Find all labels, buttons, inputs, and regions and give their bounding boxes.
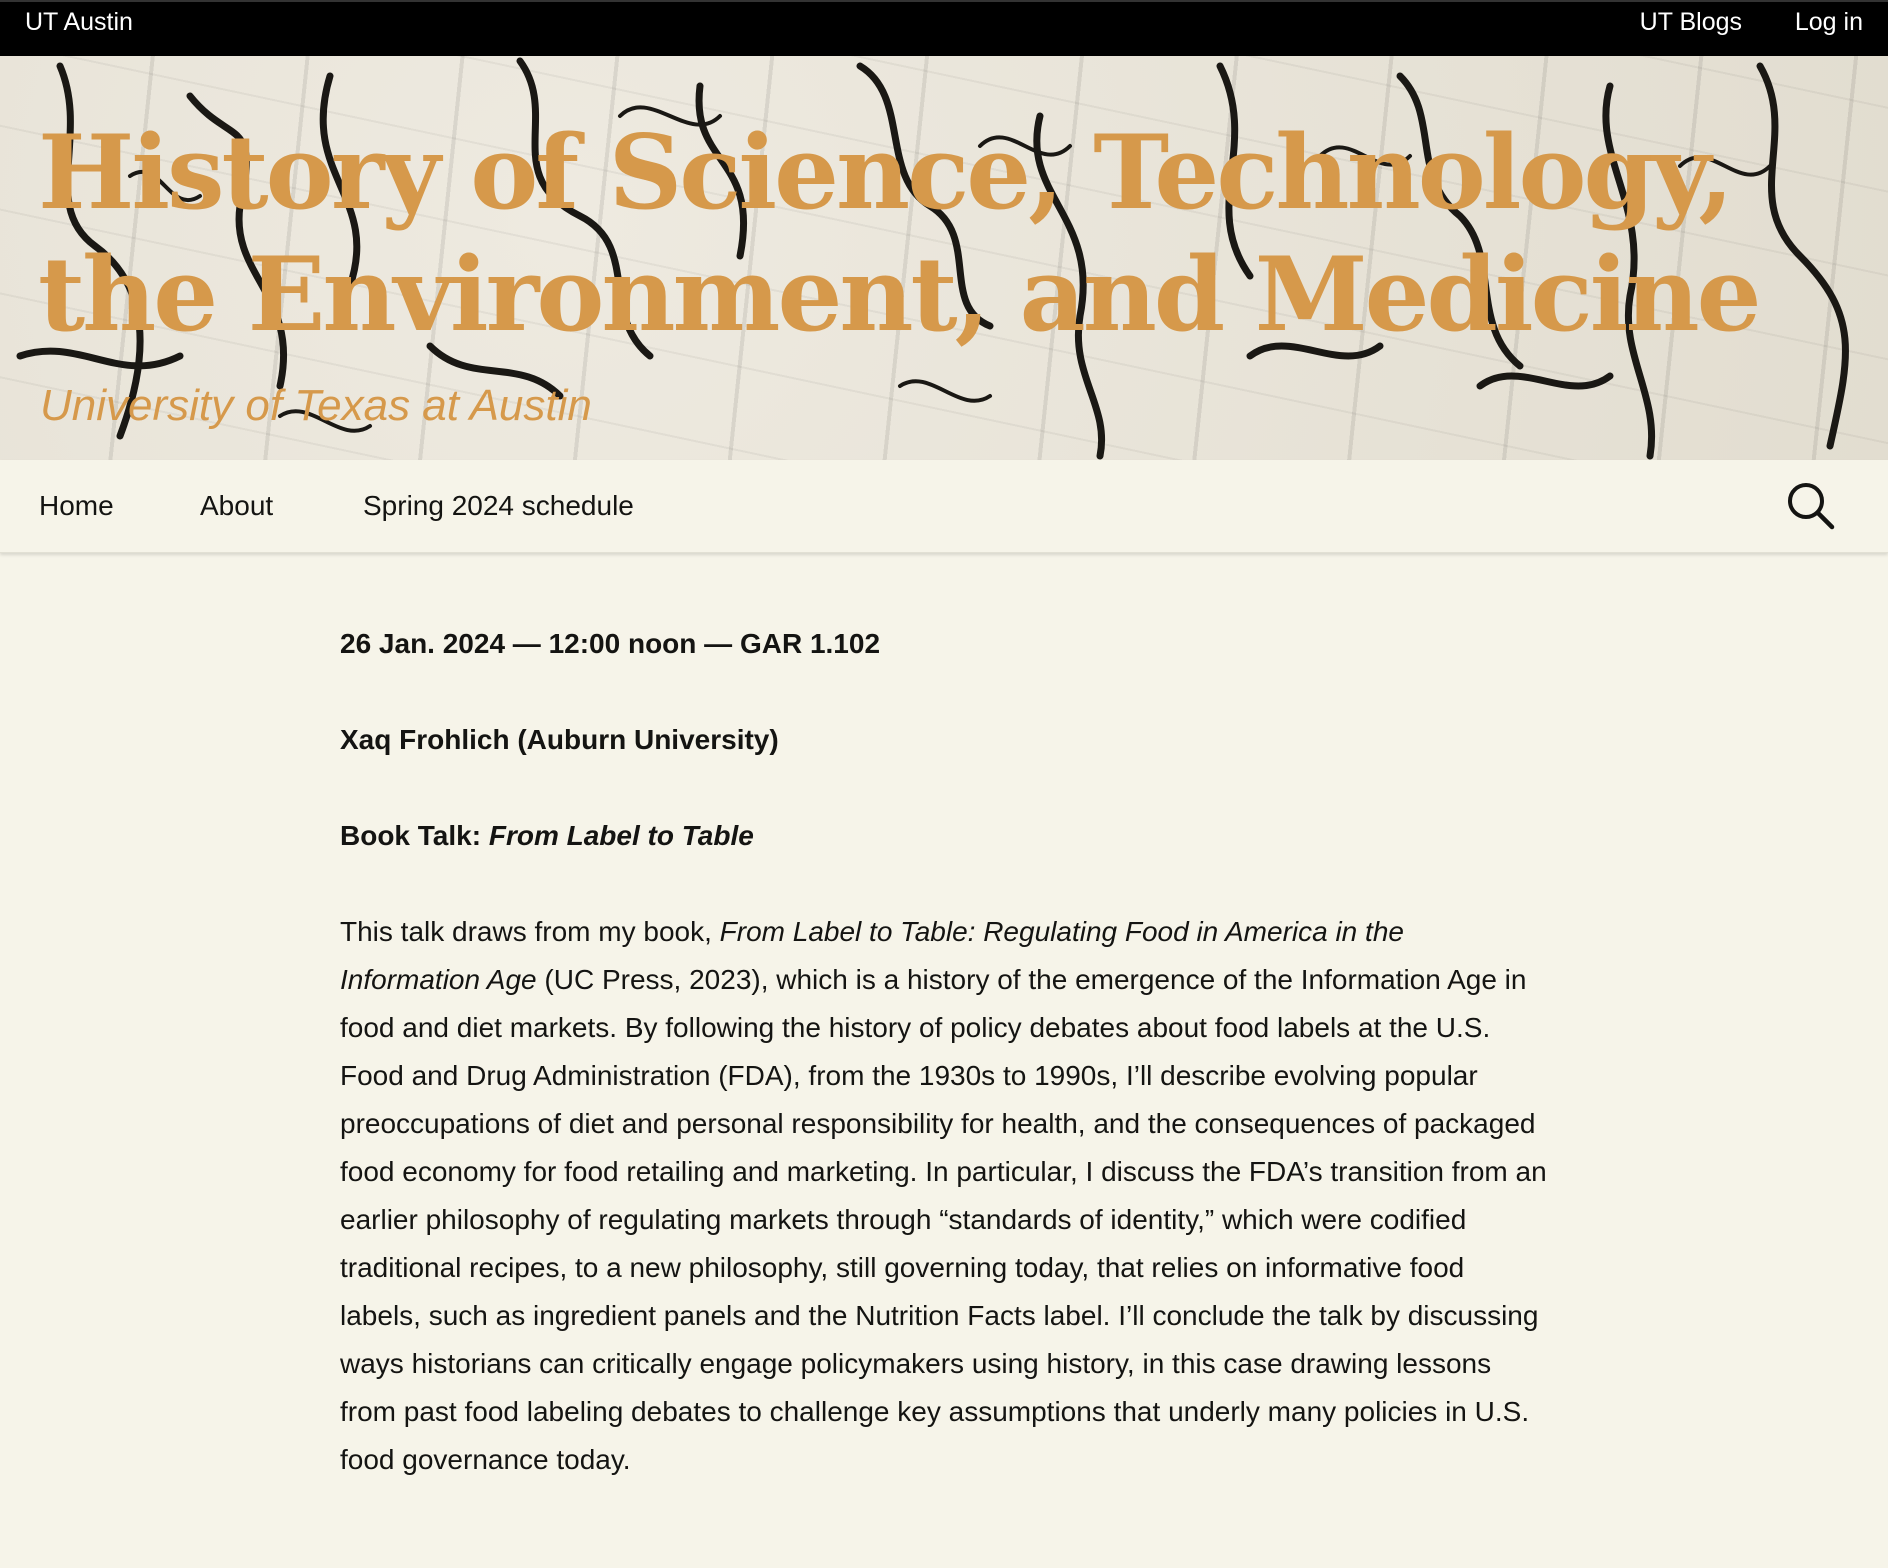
talk-abstract [340, 908, 1550, 1484]
ut-blogs-link[interactable]: UT Blogs [1639, 8, 1742, 36]
nav-item-about[interactable]: About [200, 490, 274, 521]
top-bar [0, 0, 1888, 56]
site-description: University of Texas at Austin [40, 381, 592, 430]
talk-book-title: From Label to Table [488, 820, 754, 851]
talk-heading-prefix: Book Talk: [340, 820, 489, 851]
site-title[interactable] [38, 112, 1878, 356]
ut-austin-link[interactable]: UT Austin [25, 8, 133, 36]
site-title-line-1: History of Science, Technology, [38, 113, 1731, 233]
abstract-book-title: From Label to Table: Regulating Food in America in the Information Age [340, 916, 1404, 995]
abstract-intro: This talk draws from my book, [340, 916, 720, 947]
site-header [0, 56, 1888, 460]
search-icon[interactable] [1786, 481, 1836, 531]
abstract-body: (UC Press, 2023), which is a history of the emergence of the Information Age in food and diet markets. By following the history of policy debates about food labels at the U.S. Food and Drug Administration (FDA), from the 1930s to 1990s, I’ll describe evolving popular preoccupations of diet and personal responsibility for health, and the consequences of packaged food economy for food retailing and marketing. In particular, I discuss the FDA’s transition from an earlier philosophy of regulating markets through “standards of identity,” which were codified traditional recipes, to a new philosophy, still governing today, that relies on informative food labels, such as ingredient panels and the Nutrition Facts label. I’ll conclude the talk by discussing ways historians can critically engage policymakers using history, in this case drawing lessons from past food labeling debates to challenge key assumptions that underly many policies in U.S. food governance today. [340, 964, 1547, 1475]
main-navigation [0, 460, 1888, 553]
nav-item-spring-2024-schedule[interactable]: Spring 2024 schedule [363, 490, 634, 521]
speaker-name: Xaq Frohlich (Auburn University) [340, 724, 779, 755]
talk-heading [340, 812, 754, 860]
nav-item-home[interactable]: Home [39, 490, 114, 521]
site-title-line-2: the Environment, and Medicine [38, 235, 1759, 355]
event-date-line: 26 Jan. 2024 — 12:00 noon — GAR 1.102 [340, 628, 881, 659]
log-in-link[interactable]: Log in [1794, 8, 1863, 36]
